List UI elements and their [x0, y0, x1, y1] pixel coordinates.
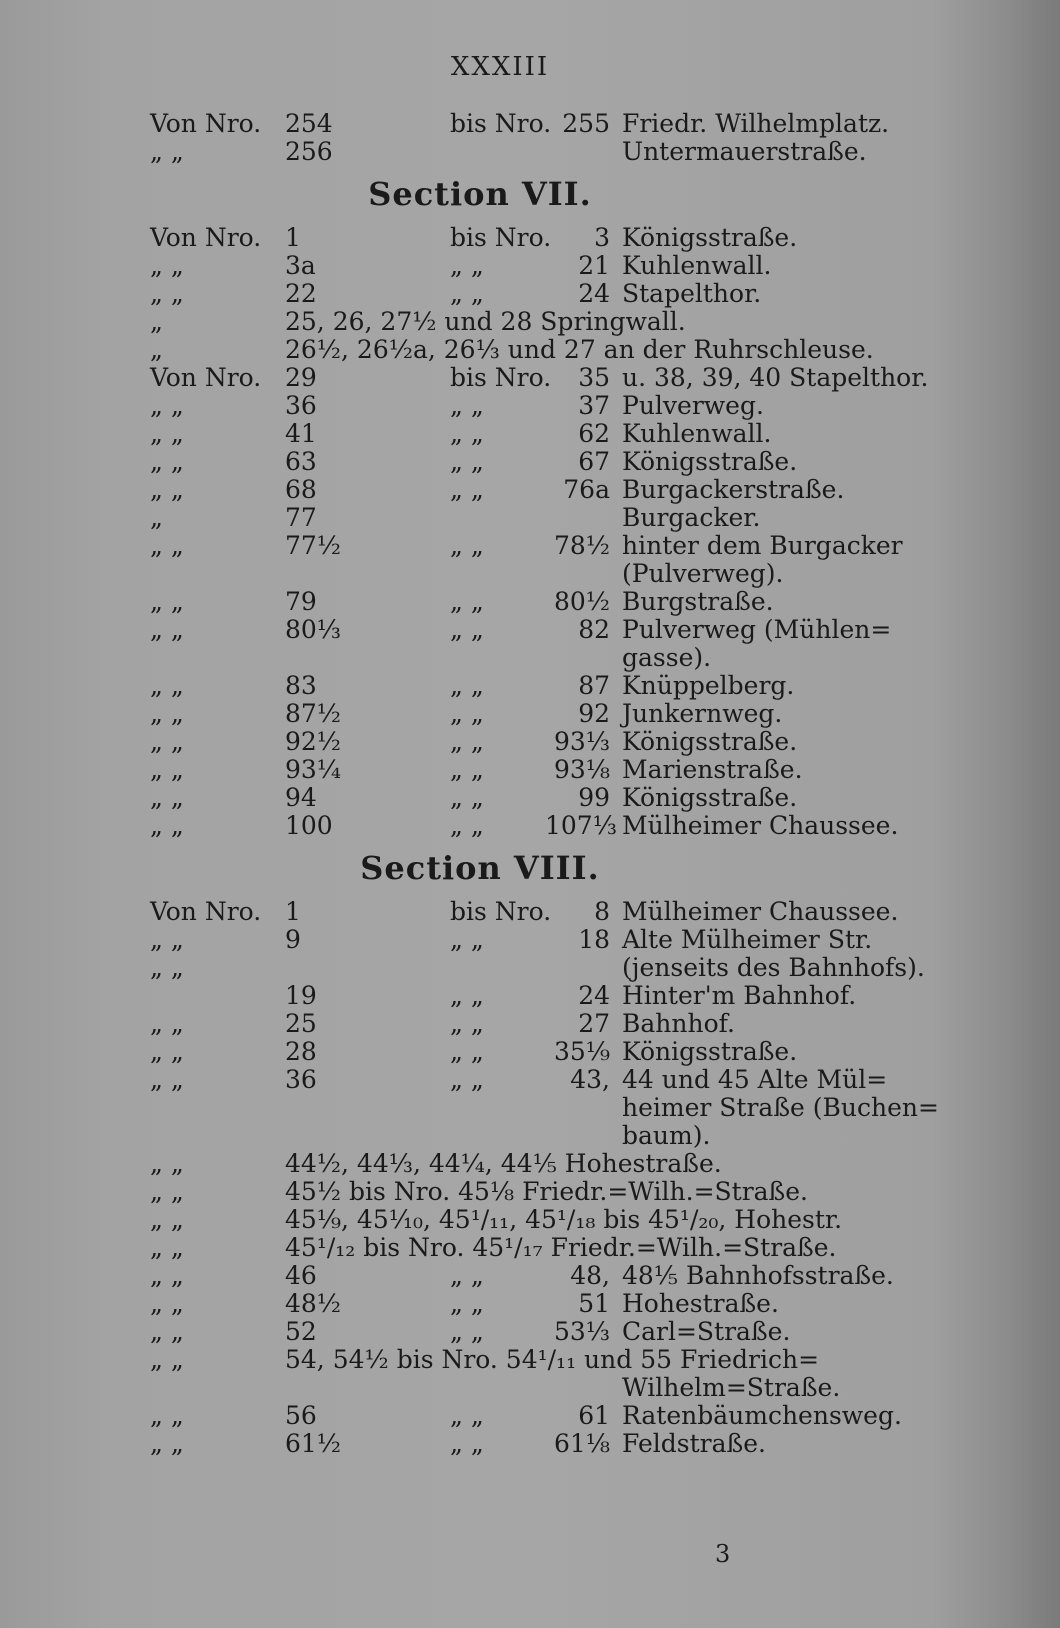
row-from: 41 — [285, 419, 317, 448]
row-from: 93¼ — [285, 755, 342, 784]
register-row — [150, 224, 850, 252]
row-prefix: „ — [150, 307, 163, 336]
row-from: 25 — [285, 1009, 317, 1038]
register-row — [150, 1010, 850, 1038]
row-from: 54, 54½ bis Nro. 54¹/₁₁ und 55 Friedrich= — [285, 1345, 820, 1374]
row-prefix: „ „ — [150, 279, 184, 308]
register-row — [150, 897, 899, 926]
row-from: 52 — [285, 1317, 317, 1346]
row-street: Königsstraße. — [622, 727, 798, 756]
register-row — [150, 811, 899, 840]
register-row — [150, 644, 850, 672]
row-to: 61⅛ — [553, 1429, 610, 1458]
row-to: 80½ — [553, 587, 610, 616]
row-to: 27 — [578, 1009, 610, 1038]
register-row — [150, 588, 850, 616]
row-from: 36 — [285, 1065, 317, 1094]
register-row — [150, 1093, 939, 1122]
register-row — [150, 1150, 850, 1178]
row-from: 80⅓ — [285, 615, 342, 644]
row-street: Ratenbäumchensweg. — [622, 1401, 902, 1430]
row-bis: „ „ — [450, 981, 484, 1010]
row-street: Pulverweg (Mühlen= — [622, 615, 892, 644]
address-register — [150, 109, 939, 1458]
register-row — [150, 1318, 850, 1346]
row-to: 76a — [563, 475, 610, 504]
register-row — [150, 1234, 850, 1262]
section-8-title: Section VIII. — [360, 849, 600, 887]
row-bis: „ „ — [450, 727, 484, 756]
row-from: 46 — [285, 1261, 317, 1290]
section-7-rows — [150, 223, 929, 840]
row-prefix: „ „ — [150, 1149, 184, 1178]
row-from: 44½, 44⅓, 44¼, 44⅕ Hohestraße. — [285, 1149, 722, 1178]
register-row — [150, 953, 925, 982]
row-from: 68 — [285, 475, 317, 504]
row-to: 37 — [578, 391, 610, 420]
row-bis: „ „ — [450, 783, 484, 812]
row-street: Hinter'm Bahnhof. — [622, 981, 857, 1010]
row-street: Carl=Straße. — [622, 1317, 791, 1346]
row-street: Alte Mülheimer Str. — [622, 925, 873, 954]
row-street: Burgackerstraße. — [622, 475, 845, 504]
row-to: 21 — [578, 251, 610, 280]
row-from: 45⅑, 45⅒, 45¹/₁₁, 45¹/₁₈ bis 45¹/₂₀, Hohestr. — [285, 1205, 843, 1234]
register-row — [150, 1374, 850, 1402]
row-prefix: „ „ — [150, 1205, 184, 1234]
page-number: 3 — [715, 1540, 731, 1568]
row-street: Burgacker. — [622, 503, 761, 532]
row-bis: „ „ — [450, 615, 484, 644]
row-street: Bahnhof. — [622, 1009, 735, 1038]
row-from: 77 — [285, 503, 317, 532]
row-prefix: „ „ — [150, 531, 184, 560]
row-bis: „ „ — [450, 755, 484, 784]
row-prefix: „ „ — [150, 671, 184, 700]
row-prefix: „ „ — [150, 783, 184, 812]
row-prefix: Von Nro. — [150, 363, 262, 392]
row-prefix: „ „ — [150, 925, 184, 954]
section-7-title: Section VII. — [368, 175, 592, 213]
row-from: 25, 26, 27½ und 28 Springwall. — [285, 307, 686, 336]
row-street: Junkernweg. — [622, 699, 783, 728]
row-from: 94 — [285, 783, 317, 812]
row-from: 100 — [285, 811, 333, 840]
row-street: Marienstraße. — [622, 755, 803, 784]
row-prefix: „ „ — [150, 391, 184, 420]
row-prefix: „ „ — [150, 1317, 184, 1346]
row-bis: „ „ — [450, 1065, 484, 1094]
register-row — [150, 728, 850, 756]
row-to: 78½ — [553, 531, 610, 560]
row-street: 48⅕ Bahnhofsstraße. — [622, 1261, 894, 1290]
row-prefix: „ „ — [150, 1177, 184, 1206]
register-row — [150, 1401, 902, 1430]
row-street: baum). — [622, 1121, 711, 1150]
row-to: 67 — [578, 447, 610, 476]
row-street: gasse). — [622, 643, 712, 672]
row-street: Stapelthor. — [622, 279, 762, 308]
register-row — [150, 1261, 894, 1290]
row-bis: bis Nro. — [450, 109, 552, 138]
register-row — [150, 1430, 850, 1458]
register-row — [150, 672, 850, 700]
register-row — [150, 1290, 850, 1318]
register-row — [150, 560, 850, 588]
row-from: 79 — [285, 587, 317, 616]
row-bis: „ „ — [450, 811, 484, 840]
row-bis: „ „ — [450, 1429, 484, 1458]
row-from: 3a — [285, 251, 316, 280]
row-to: 61 — [578, 1401, 610, 1430]
row-street: Mülheimer Chaussee. — [622, 811, 899, 840]
register-row — [150, 1065, 888, 1094]
row-bis: „ „ — [450, 391, 484, 420]
register-row — [150, 420, 850, 448]
row-street: Kuhlenwall. — [622, 419, 772, 448]
row-to: 93⅛ — [553, 755, 610, 784]
page-header: XXXIII — [450, 52, 550, 82]
row-prefix: „ „ — [150, 587, 184, 616]
row-bis: „ „ — [450, 1261, 484, 1290]
row-to: 8 — [594, 897, 610, 926]
row-to: 99 — [578, 783, 610, 812]
row-street: (jenseits des Bahnhofs). — [622, 953, 925, 982]
row-to: 92 — [578, 699, 610, 728]
row-bis: „ „ — [450, 1401, 484, 1430]
row-bis: „ „ — [450, 1289, 484, 1318]
register-row — [150, 335, 874, 364]
row-bis: „ „ — [450, 925, 484, 954]
row-to: 107⅓ — [545, 811, 617, 840]
row-from: 83 — [285, 671, 317, 700]
register-row — [150, 1038, 850, 1066]
row-street: 44 und 45 Alte Mül= — [622, 1065, 888, 1094]
row-prefix: „ „ — [150, 1289, 184, 1318]
register-row — [150, 981, 857, 1010]
register-row — [150, 531, 903, 560]
row-to: 87 — [578, 671, 610, 700]
row-prefix: „ „ — [150, 251, 184, 280]
row-to: 43, — [570, 1065, 610, 1094]
row-street: Friedr. Wilhelmplatz. — [622, 109, 890, 138]
row-from: 28 — [285, 1037, 317, 1066]
row-street: Königsstraße. — [622, 223, 798, 252]
row-bis: „ „ — [450, 699, 484, 728]
row-from: 9 — [285, 925, 301, 954]
row-prefix: „ „ — [150, 953, 184, 982]
row-street: Königsstraße. — [622, 1037, 798, 1066]
row-to: 93⅓ — [553, 727, 610, 756]
row-from: 36 — [285, 391, 317, 420]
register-row — [150, 700, 850, 728]
row-street: hinter dem Burgacker — [622, 531, 903, 560]
row-bis: „ „ — [450, 1037, 484, 1066]
row-to: 53⅓ — [553, 1317, 610, 1346]
row-bis: bis Nro. — [450, 363, 552, 392]
row-prefix: „ — [150, 503, 163, 532]
row-to: 24 — [578, 981, 610, 1010]
row-street: heimer Straße (Buchen= — [622, 1093, 939, 1122]
row-to: 24 — [578, 279, 610, 308]
row-prefix: „ — [150, 335, 163, 364]
row-to: 18 — [578, 925, 610, 954]
row-from: 77½ — [285, 531, 342, 560]
row-bis: „ „ — [450, 1009, 484, 1038]
row-bis: „ „ — [450, 531, 484, 560]
row-street: Kuhlenwall. — [622, 251, 772, 280]
row-bis: bis Nro. — [450, 897, 552, 926]
row-prefix: „ „ — [150, 1037, 184, 1066]
row-to: 35⅑ — [553, 1037, 610, 1066]
row-to: 48, — [570, 1261, 610, 1290]
row-bis: bis Nro. — [450, 223, 552, 252]
row-prefix: Von Nro. — [150, 109, 262, 138]
section-8-rows — [150, 897, 939, 1458]
row-bis: „ „ — [450, 279, 484, 308]
register-row — [150, 280, 850, 308]
row-from: 56 — [285, 1401, 317, 1430]
row-from: 92½ — [285, 727, 342, 756]
row-from: 29 — [285, 363, 317, 392]
row-prefix: „ „ — [150, 1345, 184, 1374]
row-prefix: „ „ — [150, 137, 184, 166]
row-from: 26½, 26½a, 26⅓ und 27 an der Ruhrschleuse. — [285, 335, 874, 364]
register-row — [150, 109, 890, 138]
row-street: Knüppelberg. — [622, 671, 795, 700]
row-from: 48½ — [285, 1289, 342, 1318]
row-from: 1 — [285, 223, 301, 252]
row-bis: „ „ — [450, 251, 484, 280]
row-prefix: Von Nro. — [150, 897, 262, 926]
register-row — [150, 504, 850, 532]
row-bis: „ „ — [450, 671, 484, 700]
row-to: 3 — [594, 223, 610, 252]
row-from: 61½ — [285, 1429, 342, 1458]
register-row — [150, 784, 850, 812]
register-row — [150, 392, 850, 420]
row-prefix: „ „ — [150, 475, 184, 504]
row-street: u. 38, 39, 40 Stapelthor. — [622, 363, 929, 392]
row-street: Königsstraße. — [622, 783, 798, 812]
row-prefix: „ „ — [150, 1009, 184, 1038]
row-from: 63 — [285, 447, 317, 476]
register-row — [150, 1178, 850, 1206]
row-prefix: „ „ — [150, 811, 184, 840]
row-to: 82 — [578, 615, 610, 644]
row-prefix: Von Nro. — [150, 223, 262, 252]
row-prefix: „ „ — [150, 615, 184, 644]
row-from: 1 — [285, 897, 301, 926]
register-row — [150, 1346, 850, 1374]
row-street: Pulverweg. — [622, 391, 764, 420]
row-bis: „ „ — [450, 419, 484, 448]
row-prefix: „ „ — [150, 1429, 184, 1458]
row-prefix: „ „ — [150, 755, 184, 784]
register-row — [150, 756, 850, 784]
row-from: 254 — [285, 109, 333, 138]
row-prefix: „ „ — [150, 447, 184, 476]
register-row — [150, 363, 929, 392]
register-row — [150, 1206, 850, 1234]
row-street: Mülheimer Chaussee. — [622, 897, 899, 926]
row-from: 22 — [285, 279, 317, 308]
row-prefix: „ „ — [150, 727, 184, 756]
row-street: Wilhelm=Straße. — [622, 1373, 841, 1402]
row-street: Feldstraße. — [622, 1429, 766, 1458]
register-row — [150, 1122, 850, 1150]
top-rows — [150, 109, 890, 166]
register-row — [150, 448, 850, 476]
row-to: 51 — [578, 1289, 610, 1318]
row-prefix: „ „ — [150, 699, 184, 728]
row-from: 256 — [285, 137, 333, 166]
register-row — [150, 615, 892, 644]
row-to: 255 — [562, 109, 610, 138]
row-prefix: „ „ — [150, 419, 184, 448]
row-street: Königsstraße. — [622, 447, 798, 476]
row-to: 35 — [578, 363, 610, 392]
row-from: 87½ — [285, 699, 342, 728]
row-to: 62 — [578, 419, 610, 448]
row-street: Hohestraße. — [622, 1289, 779, 1318]
row-street: (Pulverweg). — [622, 559, 784, 588]
row-bis: „ „ — [450, 447, 484, 476]
row-street: Burgstraße. — [622, 587, 774, 616]
row-prefix: „ „ — [150, 1261, 184, 1290]
row-bis: „ „ — [450, 475, 484, 504]
row-prefix: „ „ — [150, 1401, 184, 1430]
register-row — [150, 137, 867, 166]
register-row — [150, 308, 850, 336]
register-row — [150, 476, 850, 504]
row-from: 45¹/₁₂ bis Nro. 45¹/₁₇ Friedr.=Wilh.=Straße. — [285, 1233, 837, 1262]
row-prefix: „ „ — [150, 1233, 184, 1262]
register-row — [150, 252, 850, 280]
row-bis: „ „ — [450, 1317, 484, 1346]
row-street: Untermauerstraße. — [622, 137, 867, 166]
row-from: 45½ bis Nro. 45⅛ Friedr.=Wilh.=Straße. — [285, 1177, 808, 1206]
row-prefix: „ „ — [150, 1065, 184, 1094]
register-row — [150, 925, 873, 954]
row-bis: „ „ — [450, 587, 484, 616]
row-from: 19 — [285, 981, 317, 1010]
